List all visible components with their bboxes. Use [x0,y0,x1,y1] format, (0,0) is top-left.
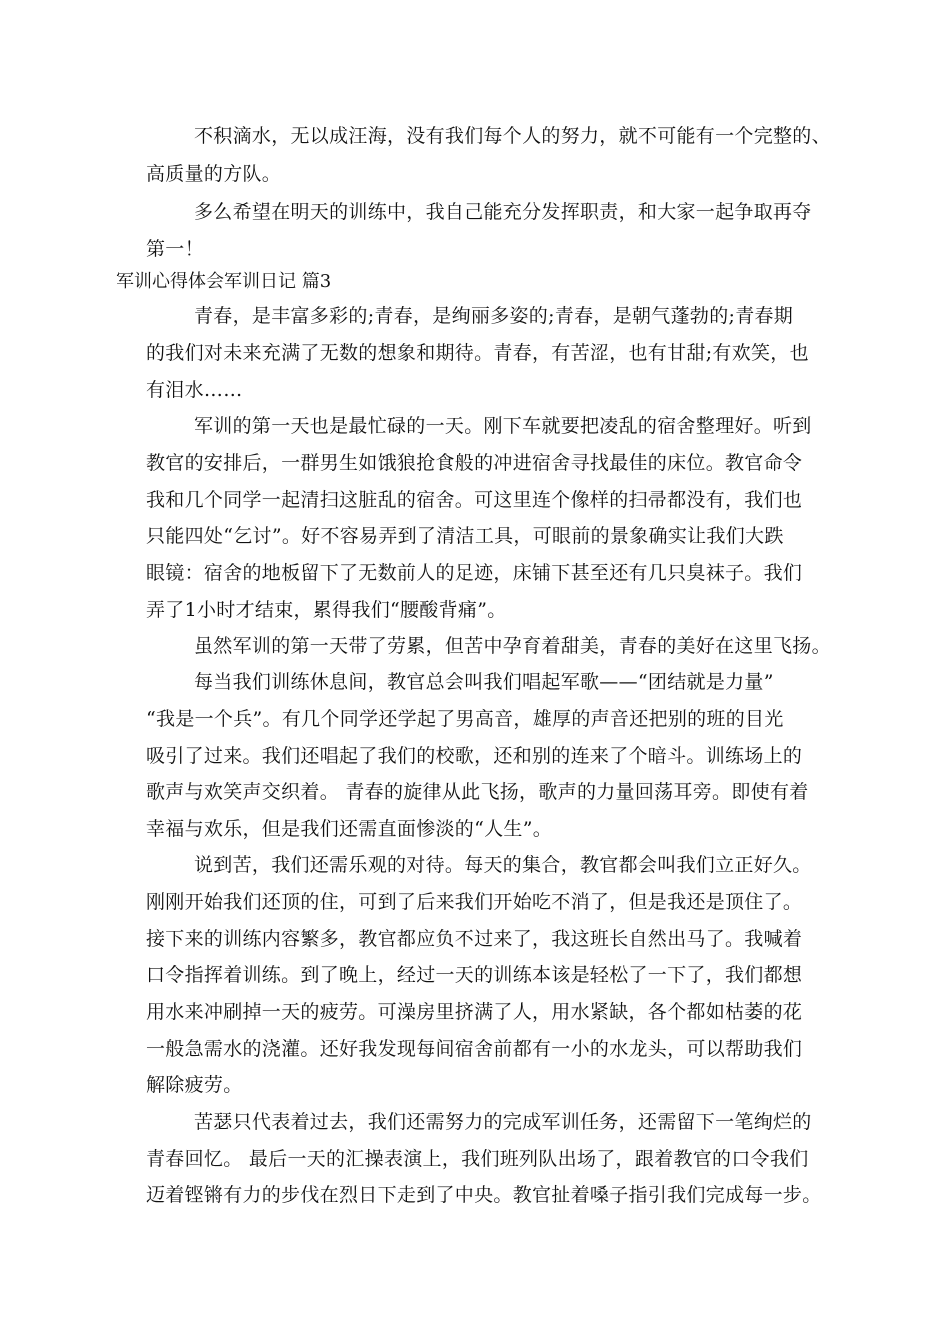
text-line: 只能四处“乞讨”。好不容易弄到了清洁工具，可眼前的景象确实让我们大跌 [146,525,784,547]
text-line: 青春，是丰富多彩的;青春，是绚丽多姿的;青春，是朝气蓬勃的;青春期 [194,305,794,327]
text-line: 军训的第一天也是最忙碌的一天。刚下车就要把凌乱的宿舍整理好。听到 [194,415,812,437]
text-line: 解除疲劳。 [146,1074,243,1096]
text-line: 幸福与欢乐，但是我们还需直面惨淡的“人生”。 [146,818,553,840]
text-line: 青春回忆。 最后一天的汇操表演上，我们班列队出场了，跟着教官的口令我们 [146,1148,809,1170]
text-line: 我和几个同学一起清扫这脏乱的宿舍。可这里连个像样的扫帚都没有，我们也 [146,489,803,511]
text-line: 的我们对未来充满了无数的想象和期待。青春，有苦涩，也有甘甜;有欢笑，也 [146,342,809,364]
text-line: 第一！ [146,238,204,260]
text-line: 苦瑟只代表着过去，我们还需努力的完成军训任务，还需留下一笔绚烂的 [194,1111,812,1133]
text-line: 每当我们训练休息间，教官总会叫我们唱起军歌——“团结就是力量” [194,671,774,693]
text-line: 迈着铿锵有力的步伐在烈日下走到了中央。教官扯着嗓子指引我们完成每一步。 [146,1184,822,1206]
text-line: 有泪水…… [146,379,243,401]
text-line: 高质量的方队。 [146,163,282,185]
text-line: 说到苦，我们还需乐观的对待。每天的集合，教官都会叫我们立正好久。 [194,854,812,876]
section-heading: 军训心得体会军训日记 篇3 [116,271,332,292]
text-line: 口令指挥着训练。到了晚上，经过一天的训练本该是轻松了一下了，我们都想 [146,964,803,986]
text-line: 歌声与欢笑声交织着。 青春的旋律从此飞扬，歌声的力量回荡耳旁。即使有着 [146,781,809,803]
text-line: 眼镜：宿舍的地板留下了无数前人的足迹，床铺下甚至还有几只臭袜子。我们 [146,562,803,584]
text-line: 不积滴水，无以成汪海，没有我们每个人的努力，就不可能有一个完整的、 [194,125,831,147]
text-line: 教官的安排后，一群男生如饿狼抢食般的冲进宿舍寻找最佳的床位。教官命令 [146,452,803,474]
text-line: 弄了1小时才结束，累得我们“腰酸背痛”。 [146,599,507,621]
text-line: 吸引了过来。我们还唱起了我们的校歌，还和别的连来了个暗斗。训练场上的 [146,745,803,767]
text-line: 刚刚开始我们还顶的住，可到了后来我们开始吃不消了，但是我还是顶住了。 [146,891,803,913]
text-line: 一般急需水的浇灌。还好我发现每间宿舍前都有一小的水龙头，可以帮助我们 [146,1038,803,1060]
text-line: “我是一个兵”。有几个同学还学起了男高音，雄厚的声音还把别的班的目光 [146,708,784,730]
text-line: 用水来冲刷掉一天的疲劳。可澡房里挤满了人，用水紧缺，各个都如枯萎的花 [146,1001,803,1023]
text-line: 接下来的训练内容繁多，教官都应负不过来了，我这班长自然出马了。我喊着 [146,928,803,950]
text-line: 多么希望在明天的训练中，我自己能充分发挥职责，和大家一起争取再夺 [194,201,812,223]
text-line: 虽然军训的第一天带了劳累，但苦中孕育着甜美，青春的美好在这里飞扬。 [194,635,831,657]
